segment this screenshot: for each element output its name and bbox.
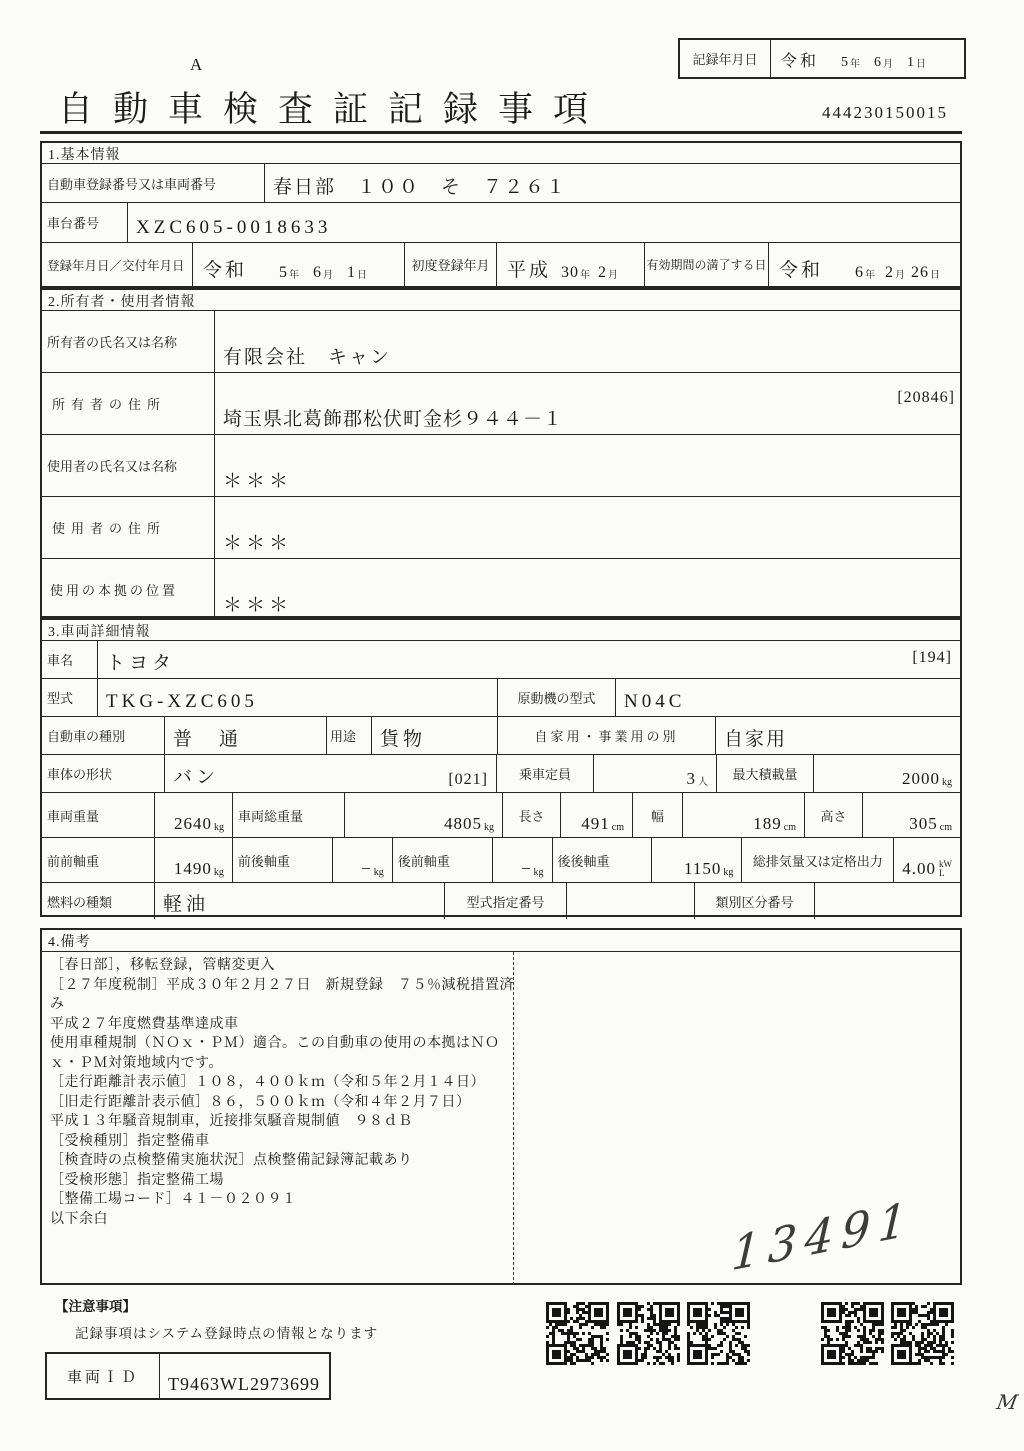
record-date-box bbox=[678, 38, 966, 79]
expiry-label: 有効期間の満了する日 bbox=[644, 243, 768, 286]
model-value: TKG-XZC605 bbox=[97, 679, 497, 716]
record-date-era: 令和 bbox=[781, 53, 820, 70]
remark-line: ［整備工場コード］４１－０２０９１ bbox=[50, 1192, 297, 1207]
registration-date-label: 登録年月日／交付年月日 bbox=[47, 258, 185, 273]
vehicle-weight-label: 車両重量 bbox=[47, 808, 100, 824]
base-location-label: 使用の本拠の位置 bbox=[50, 583, 179, 598]
qr-code bbox=[617, 1302, 680, 1365]
section-owner-user-info bbox=[40, 288, 962, 618]
front-rear-axle-value: − kg bbox=[332, 838, 392, 882]
body-shape-code: [021] bbox=[448, 771, 488, 788]
rear-front-axle-label: 後前軸重 bbox=[392, 838, 492, 882]
engine-model-value: N04C bbox=[615, 679, 960, 716]
front-front-axle-label: 前前軸重 bbox=[47, 853, 100, 869]
record-date-label: 記録年月日 bbox=[692, 52, 758, 67]
vehicle-id-value: T9463WL2973699 bbox=[159, 1354, 329, 1398]
chassis-number-value: XZC605-0018633 bbox=[127, 203, 960, 242]
notice-text: 記録事項はシステム登録時点の情報となります bbox=[75, 1326, 379, 1341]
private-business-value: 自家用 bbox=[715, 717, 960, 754]
max-load-label: 最大積載量 bbox=[716, 755, 813, 792]
section-remarks bbox=[40, 928, 962, 1285]
registration-date-value: 令和 5 年 6 月 1 日 bbox=[192, 243, 404, 286]
chassis-number-label: 車台番号 bbox=[47, 216, 100, 231]
vehicle-weight-value: 2640 kg bbox=[154, 793, 232, 837]
car-name-code: [194] bbox=[912, 649, 952, 666]
fuel-value: 軽油 bbox=[154, 883, 444, 919]
length-label: 長さ bbox=[502, 793, 560, 837]
height-label: 高さ bbox=[804, 793, 862, 837]
qr-code bbox=[891, 1302, 954, 1365]
displacement-label: 総排気量又は定格出力 bbox=[741, 838, 893, 882]
registration-number-label: 自動車登録番号又は車両番号 bbox=[47, 176, 217, 192]
displacement-units: kW L bbox=[938, 859, 952, 878]
first-registration-value: 平成 30 年 2 月 bbox=[496, 243, 644, 286]
user-address-label: 使用者の住所 bbox=[52, 521, 167, 536]
owner-address-code: [20846] bbox=[897, 389, 955, 406]
remark-line: 使用車種規制（ＮＯｘ・ＰＭ）適合。この自動車の使用の本拠はＮＯｘ・ＰＭ対策地域内です。 bbox=[50, 1036, 500, 1071]
owner-address-value: 埼玉県北葛飾郡松伏町金杉９４４－１ [20846] bbox=[214, 373, 960, 434]
gross-weight-value: 4805 kg bbox=[344, 793, 502, 837]
width-value: 189 cm bbox=[682, 793, 804, 837]
first-registration-label: 初度登録年月 bbox=[404, 243, 496, 286]
max-load-value: 2000 kg bbox=[813, 755, 960, 792]
category-label: 類別区分番号 bbox=[694, 883, 814, 919]
rear-front-axle-value: − kg bbox=[492, 838, 552, 882]
notice-heading: 【注意事項】 bbox=[55, 1299, 136, 1314]
vehicle-class-value: 普 通 bbox=[164, 717, 326, 754]
section4-heading: 4.備考 bbox=[48, 935, 91, 950]
type-designation-value bbox=[566, 883, 694, 919]
use-label: 用途 bbox=[326, 717, 371, 754]
category-value bbox=[814, 883, 960, 919]
displacement-value: 4.00 kW L bbox=[893, 838, 960, 882]
width-label: 幅 bbox=[632, 793, 682, 837]
rear-rear-axle-label: 後後軸重 bbox=[552, 838, 652, 882]
front-front-axle-value: 1490 kg bbox=[154, 838, 232, 882]
remarks-divider bbox=[513, 952, 514, 1285]
vehicle-id-label: 車両ＩＤ bbox=[66, 1369, 139, 1386]
qr-code bbox=[821, 1302, 884, 1365]
user-name-label: 使用者の氏名又は名称 bbox=[47, 459, 178, 474]
remark-line: ［受検種別］指定整備車 bbox=[50, 1133, 210, 1149]
fuel-label: 燃料の種類 bbox=[47, 894, 113, 910]
owner-name-label: 所有者の氏名又は名称 bbox=[47, 335, 178, 350]
gross-weight-label: 車両総重量 bbox=[232, 793, 344, 837]
registration-number-value: 春日部 １００ そ ７２６１ bbox=[264, 164, 960, 202]
vehicle-id-box bbox=[45, 1352, 331, 1400]
remark-line: ［検査時の点検整備実施状況］点検整備記録簿記載あり bbox=[50, 1153, 413, 1168]
owner-name-value: 有限会社 キャン bbox=[214, 311, 960, 372]
document-number: 444230150015 bbox=[822, 103, 948, 122]
car-name-label: 車名 bbox=[47, 653, 74, 668]
qr-group-right bbox=[821, 1302, 956, 1366]
front-rear-axle-label: 前後軸重 bbox=[232, 838, 332, 882]
section3-heading: 3.車両詳細情報 bbox=[48, 625, 151, 640]
vehicle-class-label: 自動車の種別 bbox=[47, 729, 126, 744]
height-value: 305 cm bbox=[862, 793, 960, 837]
expiry-date-value: 令和 6 年 2 月 26 日 bbox=[768, 243, 960, 286]
page-mark: A bbox=[190, 55, 203, 74]
remark-line: ［春日部］，移転登録，管轄変更入 bbox=[50, 958, 275, 973]
qr-code bbox=[546, 1302, 609, 1365]
title-underline bbox=[40, 131, 962, 134]
owner-address-label: 所有者の住所 bbox=[52, 397, 167, 412]
rear-rear-axle-value: 1150 kg bbox=[651, 838, 741, 882]
car-name-value: トヨタ [194] bbox=[97, 641, 960, 678]
capacity-label: 乗車定員 bbox=[496, 755, 593, 792]
user-address-value: ＊＊＊ bbox=[214, 497, 960, 558]
remark-line: 以下余白 bbox=[50, 1211, 108, 1227]
handwritten-number: 13491 bbox=[729, 1190, 916, 1282]
section-vehicle-details bbox=[40, 618, 962, 917]
user-name-value: ＊＊＊ bbox=[214, 435, 960, 496]
handwritten-mark: M bbox=[994, 1390, 1020, 1414]
body-shape-value: バン [021] bbox=[164, 755, 496, 792]
remark-line: 平成２７年度燃費基準達成車 bbox=[50, 1016, 239, 1032]
section-basic-info bbox=[40, 141, 962, 288]
section1-heading: 1.基本情報 bbox=[48, 148, 121, 163]
record-date-value: 令和 5 年 6 月 1 日 bbox=[770, 40, 964, 77]
length-value: 491 cm bbox=[560, 793, 632, 837]
model-label: 型式 bbox=[47, 691, 74, 706]
use-value: 貨物 bbox=[371, 717, 497, 754]
section2-heading: 2.所有者・使用者情報 bbox=[48, 295, 196, 310]
body-shape-label: 車体の形状 bbox=[47, 767, 113, 782]
remark-line: ［旧走行距離計表示値］８６，５００ｋｍ（令和４年２月７日） bbox=[50, 1094, 471, 1110]
remark-line: 平成１３年騒音規制車，近接排気騒音規制値 ９８ｄＢ bbox=[50, 1114, 413, 1129]
qr-group-left bbox=[546, 1302, 756, 1366]
type-designation-label: 型式指定番号 bbox=[444, 883, 566, 919]
remark-line: ［受検形態］指定整備工場 bbox=[50, 1172, 224, 1188]
base-location-value: ＊＊＊ bbox=[214, 559, 960, 620]
remark-line: ［２７年度税制］平成３０年２月２７日 新規登録 ７５％減税措置済み bbox=[50, 977, 514, 1012]
remarks-text bbox=[50, 956, 516, 1229]
private-business-label: 自家用・事業用の別 bbox=[497, 717, 715, 754]
remark-line: ［走行距離計表示値］１０８，４００ｋｍ（令和５年２月１４日） bbox=[50, 1075, 485, 1090]
qr-code bbox=[687, 1302, 750, 1365]
capacity-value: 3 人 bbox=[593, 755, 716, 792]
engine-model-label: 原動機の型式 bbox=[497, 679, 615, 716]
page-title: 自動車検査証記録事項 bbox=[58, 90, 609, 129]
